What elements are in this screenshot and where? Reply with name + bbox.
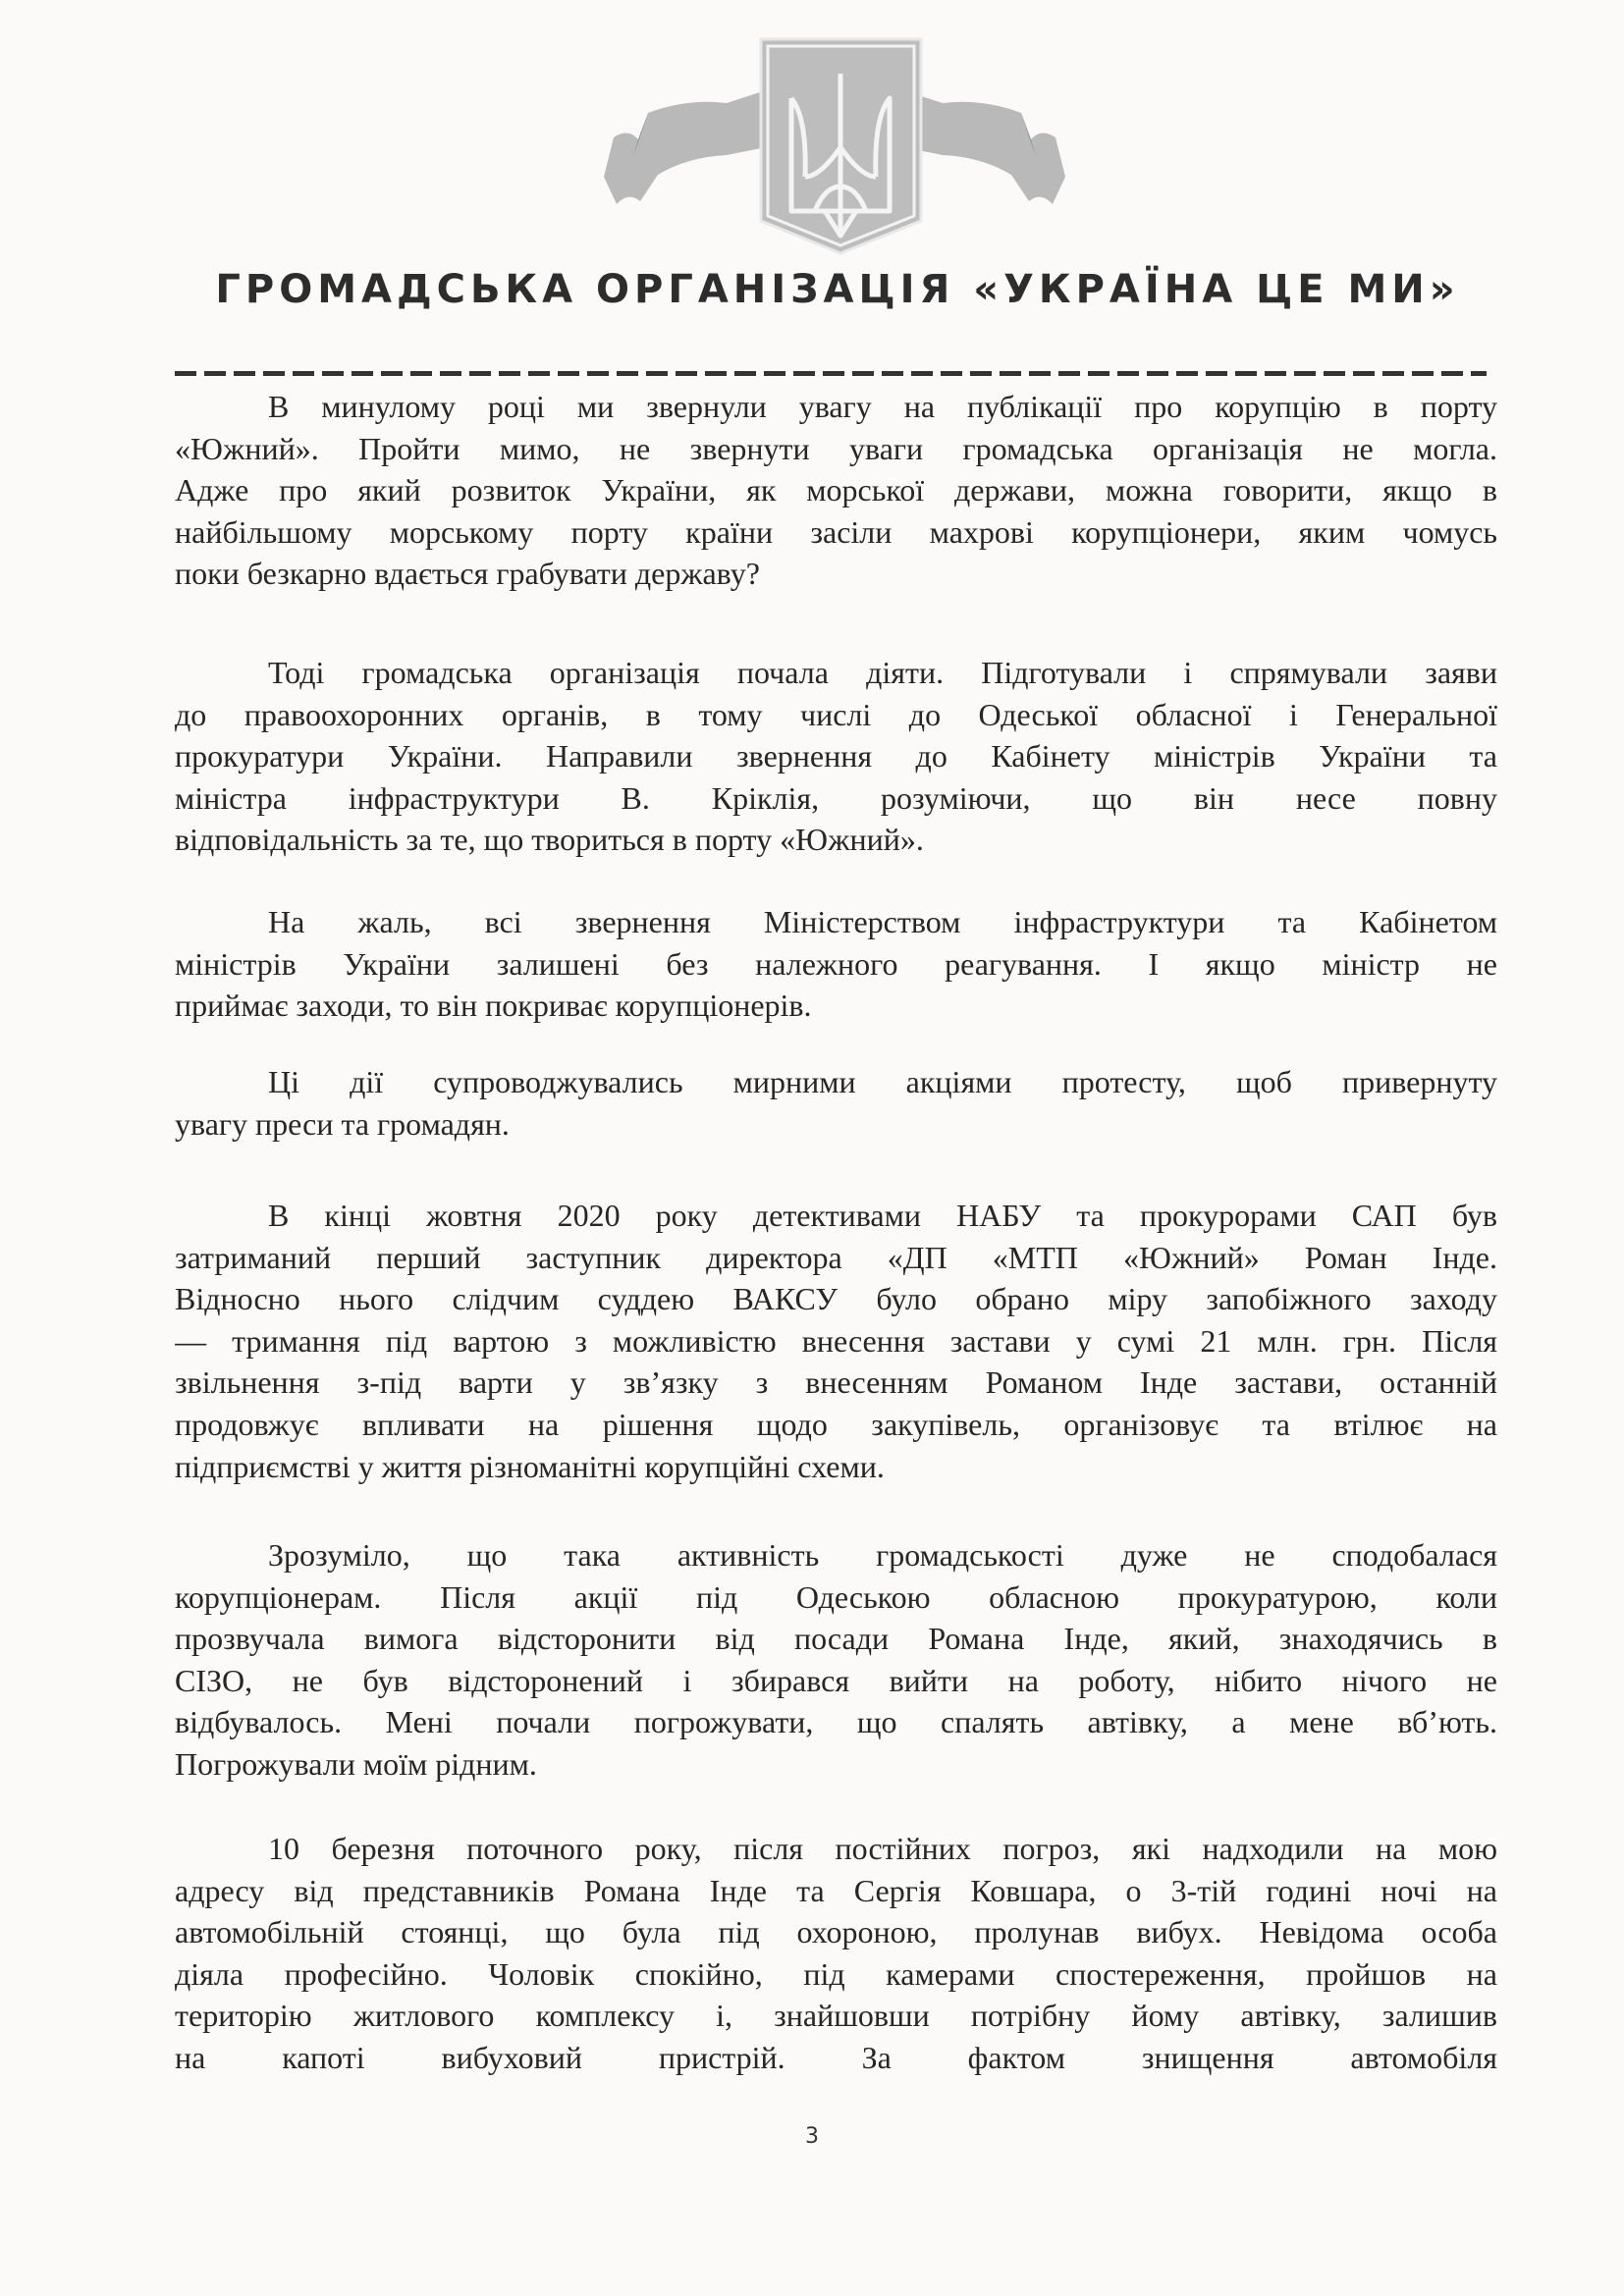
text-line: Зрозуміло, що така активність громадськості дуже не сподобалася [268,1537,1497,1573]
paragraph [175,1061,1497,1145]
paragraph [175,1828,1497,2079]
text-line: міністра інфраструктури В. Кріклія, розуміючи, що він несе повну [175,779,1497,816]
text-line: «Южний». Пройти мимо, не звернути уваги громадська організація не могла. [175,430,1497,466]
text-line: територію житлового комплексу і, знайшовши потрібну йому автівку, залишив [175,1998,1497,2034]
text-line: На жаль, всі звернення Міністерством інфраструктури та Кабінетом [268,904,1497,939]
text-line: діяла професійно. Чоловік спокійно, під камерами спостереження, пройшов на [175,1955,1497,1992]
text-line: Погрожували моїм рідним. [175,1745,537,1782]
ribbon-left [604,90,766,204]
text-line: автомобільній стоянці, що була під охороною, пролунав вибух. Невідома особа [175,1914,1497,1950]
ribbon-right [903,90,1065,204]
paragraph [175,386,1497,595]
text-line: підприємстві у життя різноманітні корупційні схеми. [175,1448,885,1484]
paragraph [175,1534,1497,1786]
text-line: відбувалось. Мені почали погрожувати, що спалять автівку, а мене вб’ють. [175,1704,1497,1740]
text-line: корупціонерам. Після акції під Одеською обласною прокуратурою, коли [175,1578,1497,1615]
text-line: Ці дії супроводжувались мирними акціями протесту, щоб привернуту [268,1064,1497,1099]
text-line: СІЗО, не був відсторонений і збирався вийти на роботу, нібито нічого не [175,1662,1497,1698]
text-line: затриманий перший заступник директора «ДП «МТП «Южний» Роман Інде. [175,1239,1497,1275]
text-line: прокуратури України. Направили звернення до Кабінету міністрів України та [175,738,1497,774]
text-line: поки безкарно вдається грабувати державу? [175,556,760,592]
text-line: відповідальність за те, що твориться в порту «Южний». [175,822,924,858]
text-line: Адже про який розвиток України, як морської держави, можна говорити, якщо в [175,472,1497,508]
text-line: до правоохоронних органів, в тому числі до Одеської обласної і Генеральної [175,696,1497,732]
page-number: 3 [805,2124,819,2149]
coat-of-arms-icon [589,29,1080,265]
text-line: Тоді громадська організація почала діяти. Підготували і спрямували заяви [268,655,1497,690]
text-line: на капоті вибуховий пристрій. За фактом знищення автомобіля [175,2039,1497,2075]
text-line: продовжує впливати на рішення щодо закупівель, організовує та втілює на [175,1406,1497,1442]
text-line: В минулому році ми звернули увагу на публікації про корупцію в порту [268,389,1497,424]
header-divider [175,371,1487,376]
text-line: найбільшому морському порту країни засіли махрові корупціонери, яким чомусь [175,513,1497,550]
text-line: приймає заходи, то він покриває корупціонерів. [175,988,812,1024]
text-line: 10 березня поточного року, після постійних погроз, які надходили на мою [268,1831,1497,1866]
paragraph [175,652,1497,861]
text-line: увагу преси та громадян. [175,1105,510,1142]
text-line: прозвучала вимога відсторонити від посади Романа Інде, який, знаходячись в [175,1621,1497,1657]
paragraph [175,901,1497,1027]
text-line: — тримання під вартою з можливістю внесення застави у сумі 21 млн. грн. Після [175,1322,1497,1359]
text-line: міністрів України залишені без належного реагування. І якщо міністр не [175,945,1497,982]
paragraph [175,1195,1497,1487]
text-line: адресу від представників Романа Інде та Сергія Ковшара, о 3-тій годині ночі на [175,1872,1497,1908]
text-line: В кінці жовтня 2020 року детективами НАБУ та прокурорами САП був [268,1198,1497,1233]
organization-title: ГРОМАДСЬКА ОРГАНІЗАЦІЯ «УКРАЇНА ЦЕ МИ» [215,267,1460,312]
text-line: Відносно нього слідчим суддею ВАКСУ було обрано міру запобіжного заходу [175,1281,1497,1317]
text-line: звільнення з-під варти у зв’язку з внесенням Романом Інде застави, останній [175,1364,1497,1401]
